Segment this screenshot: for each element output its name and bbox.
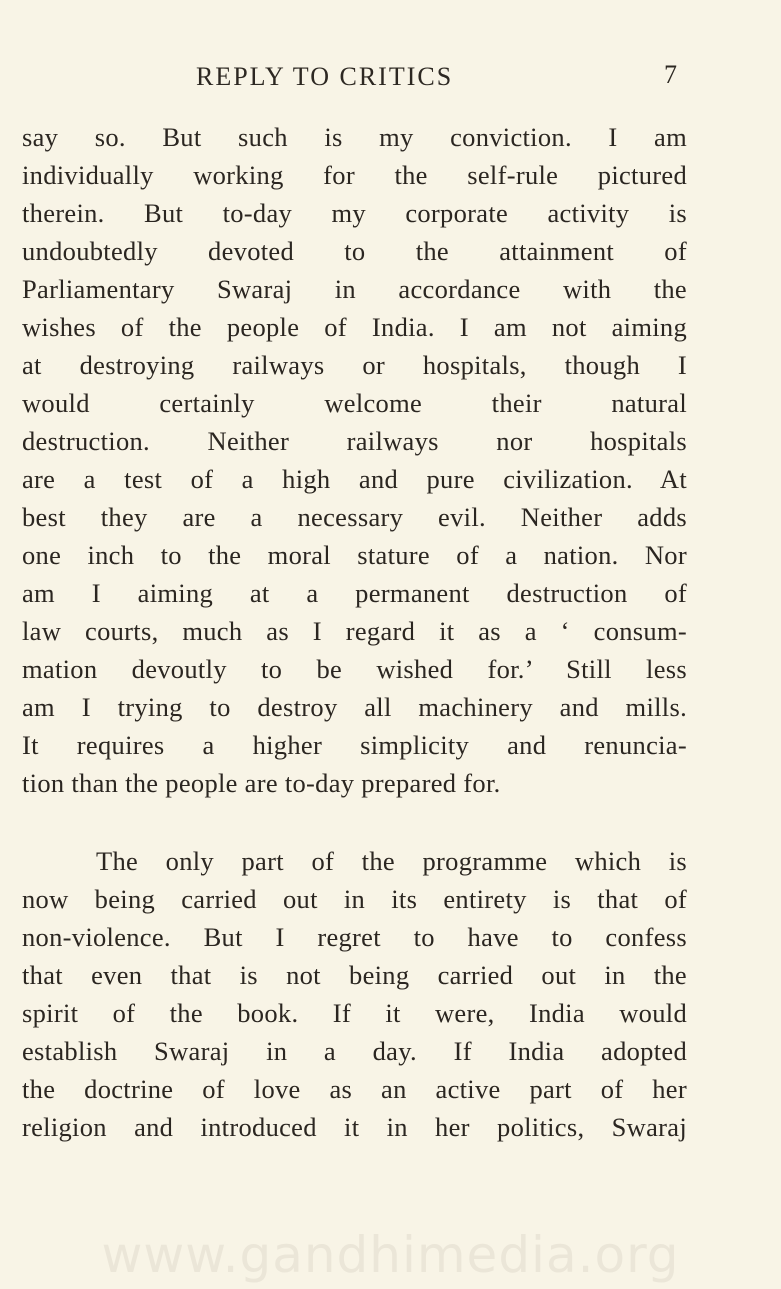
text-line: best they are a necessary evil. Neither adds xyxy=(22,502,687,532)
text-line: destruction. Neither railways nor hospitals xyxy=(22,426,687,456)
text-line: wishes of the people of India. I am not aiming xyxy=(22,312,687,342)
text-line: individually working for the self-rule pictured xyxy=(22,160,687,190)
text-line: am I aiming at a permanent destruction of xyxy=(22,578,687,608)
text-line: law courts, much as I regard it as a ‘ consum- xyxy=(22,616,687,646)
text-line: would certainly welcome their natural xyxy=(22,388,687,418)
text-line: that even that is not being carried out in the xyxy=(22,960,687,990)
text-line: spirit of the book. If it were, India would xyxy=(22,998,687,1028)
text-line: therein. But to-day my corporate activity is xyxy=(22,198,687,228)
running-head xyxy=(0,58,781,98)
text-line: establish Swaraj in a day. If India adopted xyxy=(22,1036,687,1066)
text-line: Parliamentary Swaraj in accordance with the xyxy=(22,274,687,304)
text-line: one inch to the moral stature of a nation. Nor xyxy=(22,540,687,570)
text-line: the doctrine of love as an active part of her xyxy=(22,1074,687,1104)
text-line: It requires a higher simplicity and renuncia- xyxy=(22,730,687,760)
text-line: non-violence. But I regret to have to confess xyxy=(22,922,687,952)
text-line: am I trying to destroy all machinery and mills. xyxy=(22,692,687,722)
text-line: say so. But such is my conviction. I am xyxy=(22,122,687,152)
text-line: undoubtedly devoted to the attainment of xyxy=(22,236,687,266)
text-line: are a test of a high and pure civilization. At xyxy=(22,464,687,494)
page-number: 7 xyxy=(664,60,677,89)
chapter-title: REPLY TO CRITICS xyxy=(196,62,454,91)
text-line: at destroying railways or hospitals, though I xyxy=(22,350,687,380)
watermark: www.gandhimedia.org xyxy=(101,1226,680,1284)
text-line: now being carried out in its entirety is that of xyxy=(22,884,687,914)
text-line: mation devoutly to be wished for.’ Still less xyxy=(22,654,687,684)
text-line: religion and introduced it in her politics, Swaraj xyxy=(22,1112,687,1142)
text-line: tion than the people are to-day prepared for. xyxy=(22,768,501,798)
text-line: The only part of the programme which is xyxy=(96,846,687,876)
